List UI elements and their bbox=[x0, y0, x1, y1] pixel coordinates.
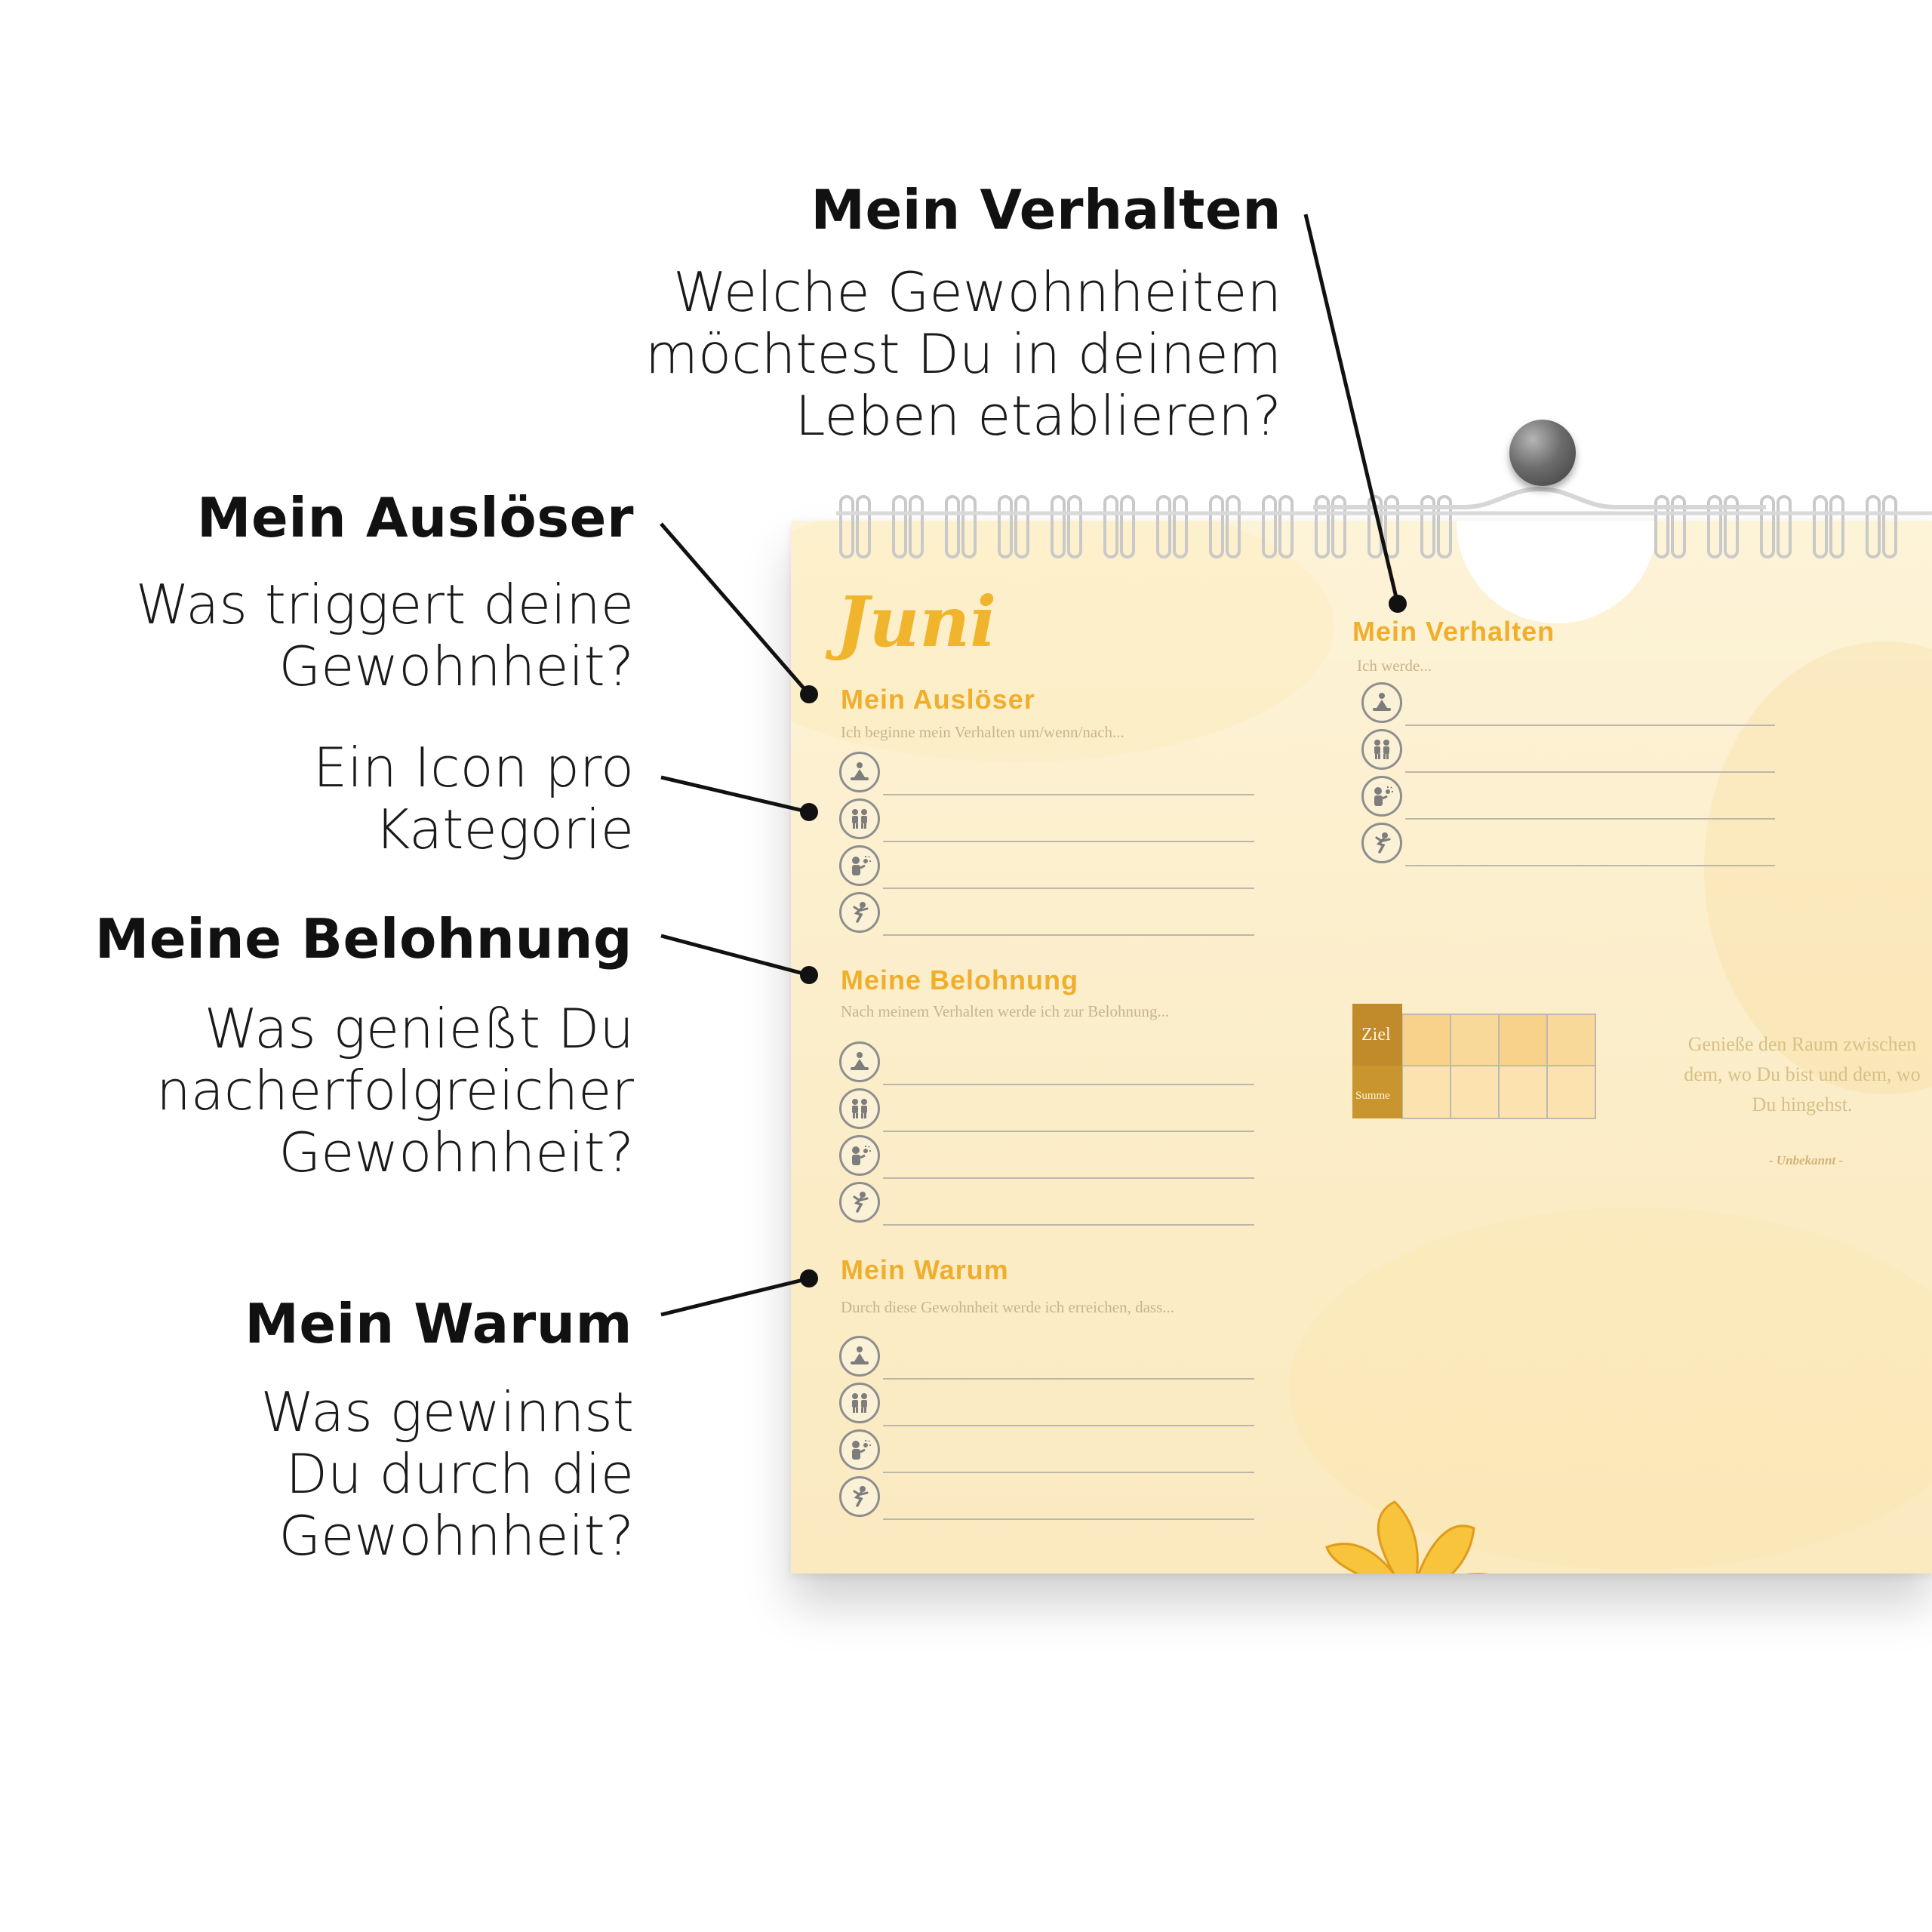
spiral-ring bbox=[841, 497, 853, 557]
spiral-ring bbox=[894, 497, 906, 557]
goal-cell bbox=[1499, 1014, 1547, 1066]
annotation-ausloeser-line-1: Was triggert deine bbox=[135, 573, 634, 636]
section-warum-title: Mein Warum bbox=[841, 1254, 1009, 1285]
annotation-verhalten-line-3: Leben etablieren? bbox=[795, 384, 1281, 448]
annotation-verhalten-body bbox=[589, 261, 1281, 447]
quote-line-2: dem, wo Du bist und dem, wo bbox=[1684, 1063, 1921, 1085]
spiral-ring bbox=[963, 497, 975, 557]
annotation-belohnung-title: Meine Belohnung bbox=[94, 907, 632, 971]
annotation-belohnung-line-1: Was genießt Du bbox=[204, 997, 634, 1060]
annotation-belohnung-line-3: Gewohnheit? bbox=[278, 1121, 634, 1184]
goal-cell bbox=[1402, 1014, 1451, 1066]
section-ausloeser-subtitle: Ich beginne mein Verhalten um/wenn/nach... bbox=[841, 723, 1124, 741]
annotation-ausloeser-body bbox=[106, 574, 634, 697]
flower-decoration bbox=[1312, 1487, 1508, 1574]
calendar-page bbox=[791, 521, 1932, 1574]
section-verhalten-subtitle: Ich werde... bbox=[1357, 657, 1432, 675]
spiral-ring bbox=[999, 497, 1011, 557]
spiral-ring bbox=[946, 497, 958, 557]
section-belohnung-title: Meine Belohnung bbox=[841, 964, 1078, 995]
spiral-ring bbox=[1158, 497, 1170, 557]
spiral-ring bbox=[1121, 497, 1134, 557]
annotation-warum-body bbox=[196, 1381, 634, 1567]
annotation-ausloeser-line-2: Gewohnheit? bbox=[278, 635, 634, 698]
spiral-ring bbox=[1867, 497, 1879, 557]
annotation-belohnung-body bbox=[113, 998, 634, 1183]
annotation-ausloeser-title: Mein Auslöser bbox=[196, 486, 634, 549]
spiral-ring bbox=[1016, 497, 1028, 557]
goal-cell bbox=[1451, 1014, 1499, 1066]
section-belohnung-subtitle: Nach meinem Verhalten werde ich zur Belohnung... bbox=[841, 1002, 1170, 1020]
annotation-verhalten-title: Mein Verhalten bbox=[811, 178, 1281, 242]
annotation-icon-line-1: Ein Icon pro bbox=[312, 736, 634, 799]
annotation-icon-line-2: Kategorie bbox=[374, 798, 634, 861]
goal-label: Ziel bbox=[1361, 1025, 1391, 1044]
annotation-verhalten-line-1: Welche Gewohnheiten bbox=[672, 260, 1281, 324]
annotation-belohnung-line-2: nacherfolgreicher bbox=[156, 1059, 634, 1122]
section-warum-subtitle: Durch diese Gewohnheit werde ich erreichen, dass... bbox=[841, 1298, 1174, 1316]
section-ausloeser-title: Mein Auslöser bbox=[841, 684, 1035, 715]
quote-line-1: Genieße den Raum zwischen bbox=[1687, 1033, 1917, 1055]
sum-cell bbox=[1402, 1066, 1451, 1118]
spiral-ring bbox=[1814, 497, 1826, 557]
annotation-warum-line-2: Du durch die bbox=[285, 1442, 634, 1506]
nail-icon bbox=[1509, 420, 1576, 486]
annotation-warum-title: Mein Warum bbox=[245, 1292, 632, 1355]
spiral-ring bbox=[1052, 497, 1064, 557]
pointer-line-icon bbox=[661, 777, 809, 812]
pointer-line-warum bbox=[661, 1278, 809, 1315]
pointer-line-ausloeser bbox=[661, 524, 809, 694]
tracker-goal-sum-cells bbox=[1402, 1014, 1595, 1118]
spiral-ring bbox=[1831, 497, 1843, 557]
quote-author: - Unbekannt - bbox=[1768, 1153, 1844, 1168]
annotation-warum-line-1: Was gewinnst bbox=[260, 1380, 634, 1444]
annotation-icon-body bbox=[106, 737, 634, 860]
month-title: Juni bbox=[836, 581, 997, 663]
spiral-ring bbox=[1227, 497, 1239, 557]
spiral-ring bbox=[1280, 497, 1292, 557]
annotation-warum-line-3: Gewohnheit? bbox=[278, 1504, 634, 1567]
spiral-ring bbox=[1778, 497, 1790, 557]
spiral-ring bbox=[1263, 497, 1275, 557]
section-verhalten-title: Mein Verhalten bbox=[1352, 616, 1555, 647]
spiral-ring bbox=[1105, 497, 1117, 557]
sum-cell bbox=[1499, 1066, 1547, 1118]
spiral-ring bbox=[1211, 497, 1223, 557]
spiral-ring bbox=[1174, 497, 1186, 557]
quote-text bbox=[1644, 1029, 1932, 1120]
pointer-line-belohnung bbox=[661, 936, 809, 975]
spiral-ring bbox=[857, 497, 869, 557]
sum-cell bbox=[1451, 1066, 1499, 1118]
annotation-verhalten-line-2: möchtest Du in deinem bbox=[645, 322, 1281, 386]
sum-label: Summe bbox=[1355, 1090, 1390, 1102]
spiral-ring bbox=[1884, 497, 1896, 557]
spiral-ring bbox=[910, 497, 922, 557]
goal-cell bbox=[1547, 1014, 1595, 1066]
spiral-ring bbox=[1069, 497, 1081, 557]
quote-line-3: Du hingehst. bbox=[1752, 1094, 1853, 1115]
sum-cell bbox=[1547, 1066, 1595, 1118]
